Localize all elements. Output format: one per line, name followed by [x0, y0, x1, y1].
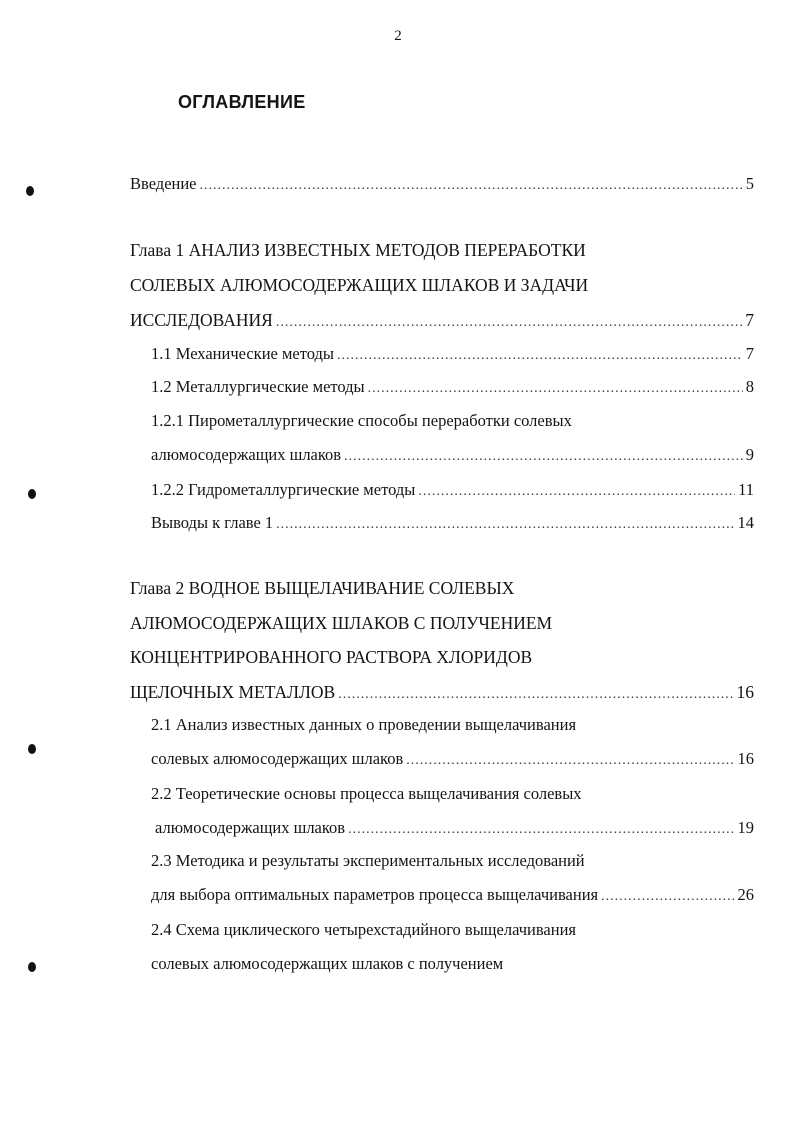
toc-entry-2-4-line: солевых алюмосодержащих шлаков с получением: [151, 954, 504, 973]
dot-leader: [368, 379, 743, 399]
toc-entry-title: 1.2.2 Гидрометаллургические методы: [151, 480, 416, 499]
chapter-2-title-line: АЛЮМОСОДЕРЖАЩИХ ШЛАКОВ С ПОЛУЧЕНИЕМ: [130, 613, 553, 633]
page-number: 2: [394, 28, 402, 44]
dot-leader: [337, 346, 743, 366]
dot-leader: [406, 751, 734, 771]
toc-entry-title: алюмосодержащих шлаков: [151, 445, 342, 464]
chapter-2-title-line: Глава 2 ВОДНОЕ ВЫЩЕЛАЧИВАНИЕ СОЛЕВЫХ: [130, 578, 515, 598]
toc-entry-page: 16: [736, 682, 754, 702]
toc-entry-title: ЩЕЛОЧНЫХ МЕТАЛЛОВ: [130, 682, 336, 702]
toc-entry-2-1[interactable]: [151, 749, 754, 769]
toc-entry-2-4-line: 2.4 Схема циклического четырехстадийного выщелачивания: [151, 920, 577, 939]
toc-entry-title: Выводы к главе 1: [151, 513, 274, 532]
toc-entry-title: солевых алюмосодержащих шлаков: [151, 749, 404, 768]
toc-entry-title: ИССЛЕДОВАНИЯ: [130, 310, 273, 330]
toc-entry-2-2[interactable]: [155, 818, 754, 838]
toc-entry-title: Введение: [130, 174, 197, 193]
dot-leader: [338, 685, 733, 705]
toc-entry-page: 26: [737, 885, 754, 904]
toc-heading: ОГЛАВЛЕНИЕ: [178, 92, 306, 112]
binder-hole-mark: [28, 744, 36, 754]
toc-entry-page: 9: [745, 445, 754, 464]
toc-entry-title: для выбора оптимальных параметров процесса выщелачивания: [151, 885, 599, 904]
toc-entry-page: 19: [737, 818, 754, 837]
toc-entry-chapter-2[interactable]: [130, 682, 754, 702]
dot-leader: [348, 820, 734, 840]
toc-entry-1-1[interactable]: [151, 344, 754, 364]
chapter-2-title-line: КОНЦЕНТРИРОВАННОГО РАСТВОРА ХЛОРИДОВ: [130, 647, 533, 667]
toc-entry-title: 1.1 Механические методы: [151, 344, 334, 363]
toc-entry-title: 1.2 Металлургические методы: [151, 377, 365, 396]
toc-entry-1-2-2[interactable]: [151, 480, 754, 500]
chapter-1-title-line: Глава 1 АНАЛИЗ ИЗВЕСТНЫХ МЕТОДОВ ПЕРЕРАБОТКИ: [130, 240, 586, 260]
toc-entry-page: 11: [738, 480, 754, 499]
binder-hole-mark: [28, 962, 36, 972]
toc-entry-introduction[interactable]: [130, 174, 754, 194]
toc-entry-2-3[interactable]: [151, 885, 754, 905]
toc-entry-title: алюмосодержащих шлаков: [155, 818, 346, 837]
dot-leader: [418, 482, 735, 502]
toc-entry-page: 5: [745, 174, 754, 193]
dot-leader: [344, 447, 743, 467]
dot-leader: [276, 313, 742, 333]
toc-entry-1-2-1-line: 1.2.1 Пирометаллургические способы переработки солевых: [151, 411, 572, 430]
toc-entry-page: 8: [745, 377, 754, 396]
toc-entry-conclusions-1[interactable]: [151, 513, 754, 533]
toc-entry-2-2-line: 2.2 Теоретические основы процесса выщелачивания солевых: [151, 784, 582, 803]
dot-leader: [200, 176, 743, 196]
toc-entry-2-3-line: 2.3 Методика и результаты экспериментальных исследований: [151, 851, 585, 870]
dot-leader: [601, 887, 734, 907]
toc-entry-page: 7: [745, 344, 754, 363]
chapter-1-title-line: СОЛЕВЫХ АЛЮМОСОДЕРЖАЩИХ ШЛАКОВ И ЗАДАЧИ: [130, 275, 589, 295]
dot-leader: [276, 515, 734, 535]
toc-entry-1-2-1[interactable]: [151, 445, 754, 465]
toc-entry-2-1-line: 2.1 Анализ известных данных о проведении выщелачивания: [151, 715, 577, 734]
toc-entry-1-2[interactable]: [151, 377, 754, 397]
toc-entry-page: 16: [737, 749, 754, 768]
toc-entry-chapter-1[interactable]: [130, 310, 754, 330]
toc-entry-page: 14: [737, 513, 754, 532]
toc-entry-page: 7: [745, 310, 754, 330]
binder-hole-mark: [26, 186, 34, 196]
binder-hole-mark: [28, 489, 36, 499]
